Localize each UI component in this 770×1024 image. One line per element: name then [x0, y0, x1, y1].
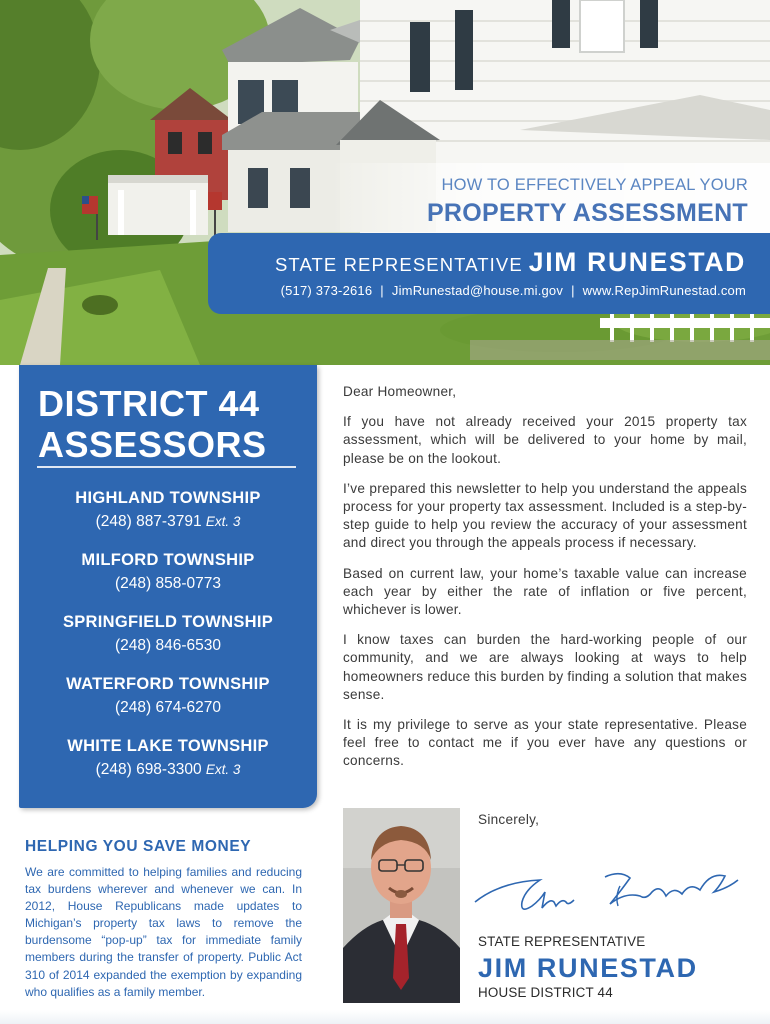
phone-extension: Ext. 3 — [205, 762, 241, 777]
contact-line — [281, 283, 746, 298]
letter-paragraph: It is my privilege to serve as your state representative. Please feel free to contact me if you ever have any questions or concerns. — [343, 717, 747, 769]
township-item-waterford — [19, 675, 317, 737]
phone-extension: Ext. 3 — [205, 514, 241, 529]
letter-paragraph: I know taxes can burden the hard-working people of our community, and we are always looking at ways to help homeowners reduce this burden by finding a solution that makes sense. — [343, 632, 747, 702]
township-name: WATERFORD TOWNSHIP — [66, 675, 270, 693]
contact-phone[interactable]: (517) 373-2616 — [280, 283, 373, 298]
township-phone: (248) 846-6530 — [115, 637, 221, 654]
contact-website-link[interactable]: www.RepJimRunestad.com — [582, 283, 746, 298]
township-item-highland — [19, 489, 317, 551]
assessors-title — [38, 383, 267, 465]
township-phone: (248) 674-6270 — [115, 699, 221, 716]
township-item-white-lake — [19, 737, 317, 799]
representative-banner — [208, 233, 770, 314]
township-phone: (248) 858-0773 — [115, 575, 221, 592]
township-phone: (248) 887-3791 Ext. 3 — [95, 513, 241, 530]
rep-title-line — [275, 247, 746, 278]
savings-section — [25, 838, 302, 1001]
letter-paragraph: I’ve prepared this newsletter to help you understand the appeals process for your property tax assessment. Included is a step-by-step guide to help you review the accuracy of your assessment and direct you through the appeals process if necessary. — [343, 480, 747, 551]
letter-salutation: Dear Homeowner, — [343, 384, 457, 399]
separator: | — [380, 283, 384, 298]
township-item-springfield — [19, 613, 317, 675]
assessors-title-line-2: ASSESSORS — [38, 424, 267, 465]
headline-line-1: HOW TO EFFECTIVELY APPEAL YOUR — [441, 176, 748, 194]
contact-email-link[interactable]: JimRunestad@house.mi.gov — [391, 283, 564, 298]
hero-banner — [0, 0, 770, 365]
signer-name: JIM RUNESTAD — [478, 953, 698, 983]
assessors-panel — [19, 365, 317, 808]
separator: | — [571, 283, 575, 298]
letter-body — [343, 383, 747, 783]
headline-line-2: PROPERTY ASSESSMENT — [426, 199, 748, 227]
township-phone: (248) 698-3300 Ext. 3 — [95, 761, 241, 778]
rep-title-label: STATE REPRESENTATIVE — [274, 254, 523, 275]
township-name: HIGHLAND TOWNSHIP — [75, 489, 261, 507]
signature-illustration — [470, 862, 745, 922]
township-name: SPRINGFIELD TOWNSHIP — [62, 613, 274, 631]
letter-closing: Sincerely, — [478, 812, 540, 827]
letter-paragraph: Based on current law, your home’s taxable value can increase each year by either the rate of inflation or five percent, whichever is lower. — [343, 565, 747, 618]
signature-block — [478, 934, 698, 1000]
divider — [37, 466, 296, 468]
assessors-title-line-1: DISTRICT 44 — [38, 383, 260, 424]
township-name: WHITE LAKE TOWNSHIP — [67, 737, 269, 755]
letter-paragraph: If you have not already received your 2015 property tax assessment, which will be delivered to your home by mail, please be on the lookout. — [343, 414, 747, 466]
newsletter-headline — [427, 176, 748, 228]
signer-district: HOUSE DISTRICT 44 — [478, 985, 613, 1000]
township-item-milford — [19, 551, 317, 613]
page-bottom-edge — [0, 1010, 770, 1024]
township-list — [19, 489, 317, 799]
handwritten-signature — [470, 862, 745, 927]
township-name: MILFORD TOWNSHIP — [81, 551, 255, 569]
representative-portrait — [343, 808, 460, 1003]
rep-name: JIM RUNESTAD — [528, 247, 746, 277]
signer-title: STATE REPRESENTATIVE — [478, 934, 646, 949]
portrait-illustration — [343, 808, 460, 1003]
savings-heading: HELPING YOU SAVE MONEY — [25, 838, 252, 855]
savings-body: We are committed to helping families and reducing tax burdens wherever and whenever we can. In 2012, House Republicans made updates to Michigan’s property tax laws to remove the burdensome “pop-up” tax for immediate family members during the transfer of property. Public Act 310 of 2014 expanded the exemption by expanding who qualifies as a family member. — [25, 865, 302, 999]
